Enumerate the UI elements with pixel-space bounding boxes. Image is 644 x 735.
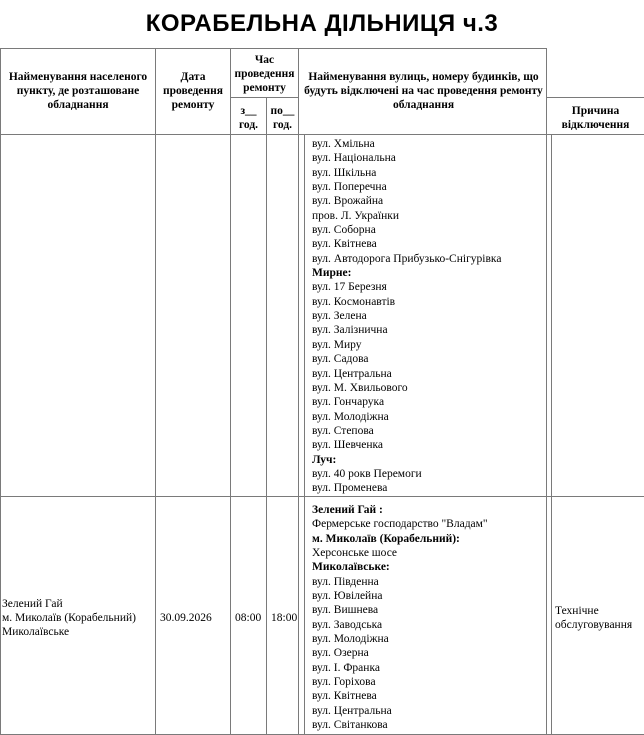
header-time: Час проведення ремонту <box>234 54 295 94</box>
col-line-1 <box>155 48 156 735</box>
date-cell: 30.09.2026 <box>160 612 212 624</box>
header-settlement: Найменування населеного пункту, де розташоване обладнання <box>8 71 148 111</box>
street-line: вул. Ювілейна <box>312 590 383 603</box>
header-to: по__ год. <box>270 105 295 131</box>
street-line: вул. Шкільна <box>312 166 377 179</box>
street-line: вул. Залізнична <box>312 324 388 337</box>
header-bottom-border <box>0 134 644 135</box>
street-line: вул. Гончарука <box>312 396 385 409</box>
street-line: вул. 40 рокв Перемоги <box>312 467 422 480</box>
street-line: Зелений Гай : <box>312 504 383 516</box>
reason-cell: Технічне обслуговування <box>555 605 633 631</box>
street-line: вул. Вишнева <box>312 604 379 617</box>
col-line-0 <box>0 48 1 735</box>
street-line: Мирне: <box>312 267 352 280</box>
street-line: вул. 17 Березня <box>312 281 387 294</box>
street-line: вул. Степова <box>312 424 374 437</box>
settlement-line: Зелений Гай <box>2 598 63 610</box>
street-list-2 <box>312 503 548 733</box>
row-divider <box>0 496 644 497</box>
street-line: вул. Поперечна <box>312 181 387 194</box>
street-line: вул. Національна <box>312 152 396 165</box>
street-line: вул. Садова <box>312 353 369 366</box>
street-line: вул. Квітнева <box>312 238 377 251</box>
reason-header-top <box>546 97 644 98</box>
street-line: вул. Світанкова <box>312 719 388 732</box>
time-header-divider <box>230 97 298 98</box>
header-date: Дата проведення ремонту <box>162 71 224 111</box>
col-line-4 <box>298 48 299 735</box>
street-line: вул. Променева <box>312 482 388 495</box>
page-title: КОРАБЕЛЬНА ДІЛЬНИЦЯ ч.3 <box>145 10 499 37</box>
street-line: Миколаївське: <box>312 561 390 574</box>
col-line-4b <box>304 134 305 735</box>
header-streets: Найменування вулиць, номеру будинків, що будуть відключені на час проведення ремонту обладнання <box>304 71 543 111</box>
street-list-1 <box>312 137 548 496</box>
street-line: вул. Квітнева <box>312 690 377 703</box>
col-line-5b <box>551 134 552 735</box>
time-to-cell: 18:00 <box>271 612 298 624</box>
street-line: м. Миколаїв (Корабельний): <box>312 532 460 545</box>
street-line: вул. Космонавтів <box>312 295 396 308</box>
street-line: вул. І. Франка <box>312 661 380 674</box>
street-line: вул. Шевченка <box>312 439 384 452</box>
street-line: вул. Центральна <box>312 704 392 717</box>
street-line: вул. Молодіжна <box>312 633 389 646</box>
street-line: вул. Молодіжна <box>312 410 389 423</box>
street-line: вул. Зелена <box>312 310 367 323</box>
header-from: з__ год. <box>238 105 259 131</box>
time-from-cell: 08:00 <box>235 612 262 624</box>
street-line: Луч: <box>312 453 337 466</box>
col-line-3 <box>266 97 267 735</box>
settlement-cell <box>2 597 154 639</box>
street-line: вул. Соборна <box>312 224 376 237</box>
settlement-line: Миколаївське <box>2 626 70 638</box>
street-line: Херсонське шосе <box>312 547 398 560</box>
street-line: вул. Горіхова <box>312 676 376 689</box>
street-line: вул. Миру <box>312 338 362 351</box>
settlement-line: м. Миколаїв (Корабельний) <box>2 612 136 624</box>
table-border-top <box>0 48 546 49</box>
street-line: пров. Л. Українки <box>312 209 400 222</box>
street-line: вул. М. Хвильового <box>312 381 408 394</box>
street-line: вул. Врожайна <box>312 195 384 208</box>
street-line: вул. Центральна <box>312 367 392 380</box>
street-line: вул. Заводська <box>312 618 383 631</box>
street-line: вул. Хмільна <box>312 138 375 150</box>
street-line: вул. Південна <box>312 575 379 588</box>
street-line: вул. Автодорога Прибузько-Снігурівка <box>312 252 502 265</box>
col-line-2 <box>230 48 231 735</box>
street-line: вул. Озерна <box>312 647 369 660</box>
street-line: Фермерське господарство "Владам" <box>312 518 488 531</box>
header-reason: Причина відключення <box>561 105 630 131</box>
